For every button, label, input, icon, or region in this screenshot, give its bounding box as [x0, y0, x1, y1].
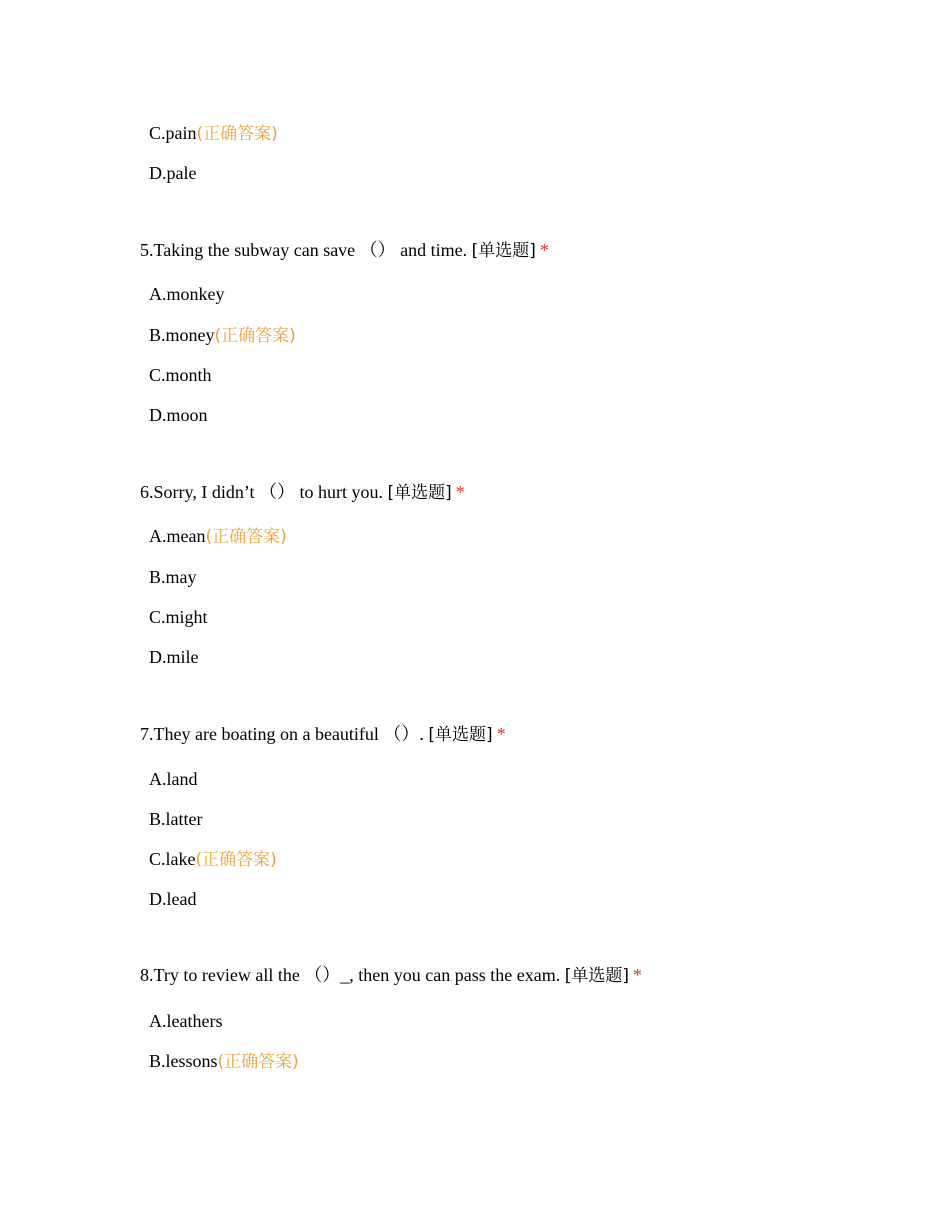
question-text: 7.They are boating on a beautiful （）. [140, 724, 429, 744]
question-text: 5.Taking the subway can save （） and time. [140, 240, 472, 260]
option-label: A.land [149, 769, 198, 789]
option-item [149, 887, 196, 912]
option-label: B.latter [149, 809, 203, 829]
option-item [149, 121, 278, 146]
question-title [140, 238, 549, 263]
option-label: C.might [149, 607, 208, 627]
option-item [149, 807, 202, 832]
question-text: 8.Try to review all the （）_, then you can pass the exam. [140, 965, 565, 985]
correct-answer-tag: (正确答案) [217, 1052, 299, 1072]
option-item [149, 767, 198, 792]
option-label: A.mean [149, 526, 206, 546]
correct-answer-tag: (正确答案) [205, 527, 287, 547]
option-label: A.leathers [149, 1011, 223, 1031]
option-item [149, 1009, 222, 1034]
option-item [149, 565, 197, 590]
option-label: B.money [149, 325, 215, 345]
option-label: C.pain [149, 123, 197, 143]
question-type-tag: [单选题] [428, 725, 493, 745]
option-label: D.moon [149, 405, 208, 425]
correct-answer-tag: (正确答案) [196, 124, 278, 144]
option-item [149, 524, 287, 549]
option-label: D.lead [149, 889, 197, 909]
correct-answer-tag: (正确答案) [195, 850, 277, 870]
option-item [149, 282, 225, 307]
option-label: B.lessons [149, 1051, 218, 1071]
option-item [149, 1049, 299, 1074]
question-type-tag: [单选题] [471, 241, 536, 261]
question-title [140, 722, 506, 747]
required-marker: * [455, 482, 465, 502]
option-label: C.month [149, 365, 212, 385]
option-item [149, 161, 196, 186]
required-marker: * [496, 724, 506, 744]
option-item [149, 323, 296, 348]
question-type-tag: [单选题] [564, 966, 630, 986]
option-label: B.may [149, 567, 197, 587]
required-marker: * [539, 240, 549, 260]
option-item [149, 645, 199, 670]
option-label: D.mile [149, 647, 199, 667]
option-item [149, 847, 277, 872]
option-label: A.monkey [149, 284, 225, 304]
option-label: C.lake [149, 849, 196, 869]
option-item [149, 403, 208, 428]
question-title [140, 963, 642, 988]
option-label: D.pale [149, 163, 197, 183]
correct-answer-tag: (正确答案) [214, 326, 296, 346]
required-marker: * [633, 965, 643, 985]
option-item [149, 363, 212, 388]
question-type-tag: [单选题] [387, 483, 452, 503]
option-item [149, 605, 208, 630]
question-text: 6.Sorry, I didn’t （） to hurt you. [140, 482, 388, 502]
question-title [140, 480, 465, 505]
